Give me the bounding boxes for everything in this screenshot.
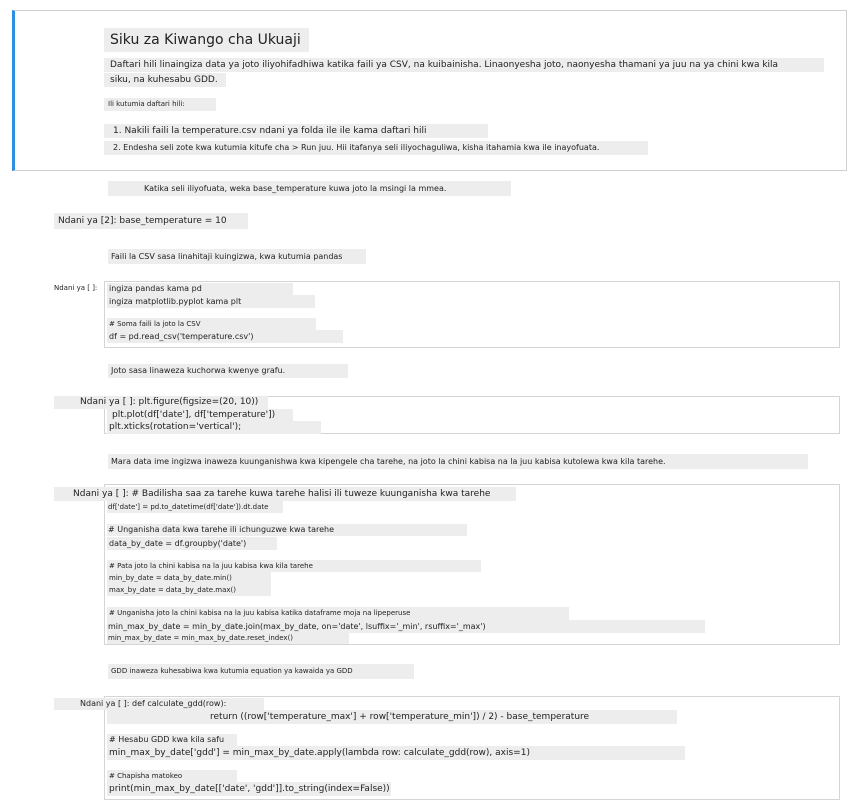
usage-step-2: 2. Endesha seli zote kwa kutumia kitufe cha > Run juu. Hii itafanya seli iliyochaguliwa, kisha itahamia kwa ile inayofuata. [104, 141, 648, 155]
intro-description-line2: siku, na kuhesabu GDD. [104, 73, 226, 87]
code-line: print(min_max_by_date[['date', 'gdd']].to_string(index=False)) [109, 784, 390, 794]
code-cell-group-line1 [54, 487, 516, 501]
code-cell-base-temperature[interactable] [54, 213, 248, 229]
cell-prompt: Ndani ya [ ]: [80, 699, 130, 708]
markdown-base-temperature[interactable]: Katika seli iliyofuata, weka base_temperature kuwa joto la msingi la mmea. [108, 181, 511, 196]
code-comment: # Soma faili la joto la CSV [107, 318, 316, 330]
cell-prompt: Ndani ya [ ]: [54, 284, 98, 292]
code-comment: # Pata joto la chini kabisa na la juu kabisa kwa kila tarehe [107, 560, 481, 572]
notebook-title: Siku za Kiwango cha Ukuaji [104, 28, 309, 52]
code-cell-plot-line1 [54, 396, 268, 409]
markdown-plot-graph[interactable]: Joto sasa linaweza kuchorwa kwenye grafu. [108, 364, 348, 378]
code-line: plt.figure(figsize=(20, 10)) [138, 397, 259, 407]
usage-step-1: 1. Nakili faili la temperature.csv ndani ya folda ile ile kama daftari hili [104, 124, 488, 138]
code-line: plt.plot(df['date'], df['temperature']) [107, 409, 293, 421]
code-line: data_by_date = df.groupby('date') [107, 537, 277, 550]
code-comment: # Unganisha joto la chini kabisa na la juu kabisa katika dataframe moja na lipeperuse [107, 607, 569, 620]
code-line: plt.xticks(rotation='vertical'); [107, 421, 321, 434]
cell-prompt: Ndani ya [2]: [58, 216, 117, 226]
markdown-group-by-date[interactable]: Mara data ime ingizwa inaweza kuunganishwa kwa kipengele cha tarehe, na joto la chini kabisa na la juu kabisa kutolewa kwa kila tarehe. [108, 454, 808, 469]
code-line: ingiza matplotlib.pyplot kama plt [107, 295, 315, 308]
code-line: min_max_by_date['gdd'] = min_max_by_date.apply(lambda row: calculate_gdd(row), axis=1) [107, 746, 685, 760]
usage-heading: Ili kutumia daftari hili: [104, 98, 216, 111]
code-line: def calculate_gdd(row): [132, 699, 227, 708]
code-line: max_by_date = data_by_date.max() [107, 584, 271, 596]
markdown-load-csv[interactable]: Faili la CSV sasa linahitaji kuingizwa, kwa kutumia pandas [108, 249, 366, 264]
code-comment: # Chapisha matokeo [107, 770, 237, 782]
code-comment: # Badilisha saa za tarehe kuwa tarehe halisi ili tuweze kuunganisha kwa tarehe [131, 489, 491, 499]
cell-prompt: Ndani ya [ ]: [80, 397, 136, 407]
code-line: min_max_by_date = min_max_by_date.reset_index() [107, 632, 349, 644]
markdown-gdd-equation[interactable]: GDD inaweza kuhesabiwa kwa kutumia equation ya kawaida ya GDD [108, 664, 414, 679]
code-line: min_by_date = data_by_date.min() [107, 572, 271, 584]
code-cell-gdd-line1 [54, 698, 264, 710]
code-line: base_temperature = 10 [119, 216, 227, 226]
cell-prompt: Ndani ya [ ]: [73, 489, 129, 499]
code-comment: # Unganisha data kwa tarehe ili ichunguzwe kwa tarehe [107, 524, 467, 536]
intro-description-line1: Daftari hili linaingiza data ya joto iliyohifadhiwa katika faili ya CSV, na kuibainisha. Linaonyesha joto, naonyesha thamani ya juu na ya chini kwa kila [104, 58, 824, 72]
code-comment: # Hesabu GDD kwa kila safu [107, 734, 237, 746]
code-line: df['date'] = pd.to_datetime(df['date']).dt.date [107, 501, 283, 513]
code-line: min_max_by_date = min_by_date.join(max_by_date, on='date', lsuffix='_min', rsuffix='_max') [107, 620, 705, 633]
code-line: return ((row['temperature_max'] + row['temperature_min']) / 2) - base_temperature [107, 710, 677, 724]
code-line: ingiza pandas kama pd [107, 283, 293, 295]
code-line: df = pd.read_csv('temperature.csv') [107, 330, 343, 343]
